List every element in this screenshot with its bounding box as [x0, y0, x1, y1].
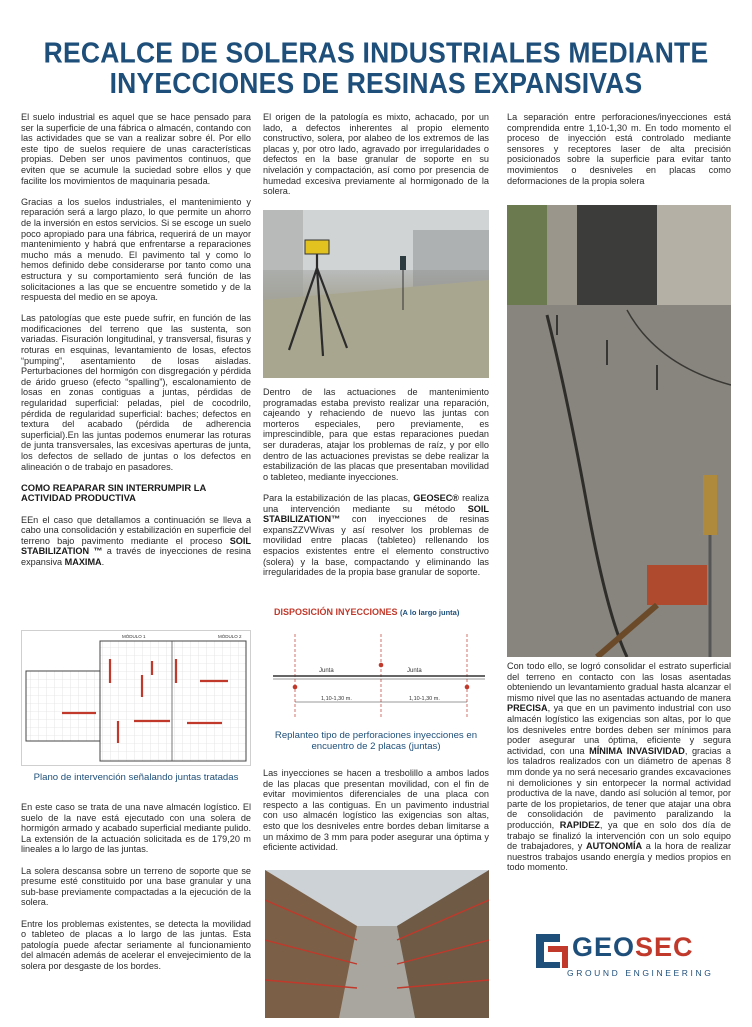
col2-paragraph-1: El origen de la patología es mixto, achacado, por un lado, a defectos inherentes al propio elemento constructivo, solera, por alabeo de los extremos de las placas y, por otro lado, agravado por irregularidades o defectos en la base granular de soporte en su nivelación y compactación, así como por presencia de humedad excesiva previamente al hormigonado de la solera.: [263, 112, 489, 197]
floor-plan-drawing: [22, 631, 250, 765]
text-run: , gracias a los taladros realizados con un diámetro de apenas 8 mm donde ya no será necesario grandes excavaciones ni demoliciones y sin entorpecer la normal actividad productiva de la nave, dando así solución al temor, por parte de los propietarios, de tener que atajar una obra de consolidación de pavimento paralizando la producción,: [507, 745, 731, 830]
plan-module-2: MÓDULO 2: [218, 634, 242, 639]
col1-paragraph-3: Las patologías que este puede sufrir, en función de las modificaciones del terreno que las sustenta, son variadas. Fisuración longitudinal, y transversal, fisuras y roturas en esquinas, levantamiento de losas, efectos “pumping”, asentamiento de losas aisladas. Perturbaciones del hormigón con disgregación y pérdida de árido grueso (efecto “spalling”), escalonamiento de losas en zonas contiguas a juntas, pérdidas de regularidad superficial: peladas, piel de cocodrilo, pérdida de regularidad superficial: baches; defectos en textura del acabado (pérdida de adherencia superficial).En las juntas podemos enumerar las roturas de junta transversales, las excesivas aperturas de junta, los defectos de sellado de juntas o los defectos en alineación o de trabajo en pasadores.: [21, 313, 251, 472]
bold-run: SOIL STABILIZATION™: [263, 503, 489, 525]
col1-paragraph-4: [21, 515, 251, 568]
injection-diagram-drawing: [263, 630, 489, 720]
col1b-paragraph-2: La solera descansa sobre un terreno de soporte que se presume esté constituido por una base granular y una sub-base previamente compactadas a la ejecución de la solera.: [21, 865, 251, 908]
title-line-2: INYECCIONES DE RESINAS EXPANSIVAS: [109, 66, 643, 100]
text-run: , ya que en solo dos día de trabajo se finalizó la intervención con un solo equipo de trabajadores, y: [507, 819, 731, 852]
dispo-title: [274, 607, 459, 617]
text-run: a través de inyecciones de resina expansiva: [21, 546, 252, 567]
logo-wordmark: [572, 932, 694, 963]
dispo-title-small: (A lo largo junta): [400, 608, 460, 617]
col2-paragraph-2: Dentro de las actuaciones de mantenimiento programadas estaba previsto realizar una reparación, cajeando y rehaciendo de nuevo las juntas con morteros especiales, pero previamente, es imprescindible, para que estas reparaciones puedan ser duraderas, atajar los problemas de raíz, y por ello dentro de las actuaciones previstas se debe realizar la estabilización de las placas que presentaban movilidad o tableteo, mediante inyecciones.: [263, 387, 489, 482]
bold-run: GEOSEC®: [413, 492, 460, 503]
floor-injection-photo: [507, 205, 731, 657]
warehouse-photo: [265, 870, 489, 1018]
logo-geo: GEO: [572, 932, 636, 962]
warehouse-illustration: [265, 870, 489, 1018]
col2b-paragraph-1: Las inyecciones se hacen a tresbolillo a ambos lados de las placas que presentan movilidad, con el fin de evitar movimientos diferenciales de una placa con respecto a las contiguas. En un pavimento industrial con uso almacén logístico las exigencias son altas, esto que los desniveles entre bordes deban limitarse a un máximo de 3 mm para poder asegurar una óptima y eficiente actividad.: [263, 768, 489, 853]
col1b-paragraph-3: Entre los problemas existentes, se detecta la movilidad o tableteo de placas a lo largo de las juntas. Esta patología puede afectar seriamente al funcionamiento del almacén además de acelerar el envejecimiento de la solera por desgaste de los bordes.: [21, 918, 251, 971]
column-1-bottom: [21, 802, 251, 982]
text-run: Con todo ello, se logró consolidar el estrato superficial del terreno en contacto con las losas asentadas obteniendo un levantamiento gradual hasta alcanzar el mismo nivel que las no asentadas actuando de manera: [507, 661, 731, 703]
dim-label-1: 1,10-1,30 m.: [321, 696, 352, 702]
text-run: EEn el caso que detallamos a continuación se lleva a cabo una consolidación y estabilización en superficie del terreno bajo pavimento mediante el proceso: [21, 514, 251, 546]
col3b-paragraph-1: [507, 661, 731, 873]
plan-module-1: MÓDULO 1: [122, 634, 146, 639]
floor-injection-illustration: [507, 205, 731, 657]
bold-run: RAPIDEZ: [559, 819, 600, 830]
text-run: a la hora de realizar nuestros trabajos usando energía y medios propios en todo momento.: [507, 841, 731, 873]
col1-paragraph-1: El suelo industrial es aquel que se hace pensado para ser la superficie de una fábrica o almacén, contando con las actividades que se van a realizar sobre él. Por ello este tipo de suelos requiere de unas características propias. Deben ser unos pavimentos continuos, que eviten que se acumule la suciedad sobre ellos y que facilite los movimientos de maquinaria pesada.: [21, 112, 251, 186]
logo-sec: SEC: [635, 932, 694, 962]
column-2: [263, 112, 489, 207]
bold-run: MAXIMA: [64, 556, 102, 567]
col2-paragraph-3: [263, 493, 489, 578]
page-title: [0, 38, 752, 98]
text-run: , ya que en un pavimento industrial con uso almacén logístico las exigencias son altas, por lo que los desniveles entre bordes deben ser mínimos para poder asegurar una óptima, eficiente y segura actividad, con una: [507, 703, 731, 756]
laser-level-photo: [263, 210, 489, 378]
column-3: [507, 112, 731, 197]
bold-run: SOIL STABILIZATION ™: [21, 535, 251, 557]
col3-paragraph-1: La separación entre perforaciones/inyecciones está comprendida entre 1,10-1,30 m. En todo momento el proceso de inyección está controlado mediante sensores y receptores laser de alta precisión posicionados sobre la superficie para evitar tanto movimientos o desniveles en placas como deformaciones de la propia solera: [507, 112, 731, 186]
logo-tagline: GROUND ENGINEERING: [567, 968, 714, 978]
floor-plan: [21, 630, 251, 766]
geosec-logo-mark-icon: [530, 928, 574, 972]
bold-run: AUTONOMÍA: [586, 841, 643, 852]
column-2-bottom: [263, 768, 489, 863]
dispo-caption: Replanteo tipo de perforaciones inyecciones en encuentro de 2 placas (juntas): [274, 730, 478, 752]
section-heading: COMO REAPARAR SIN INTERRUMPIR LA ACTIVIDAD PRODUCTIVA: [21, 481, 206, 504]
dim-label-2: 1,10-1,30 m.: [409, 696, 440, 702]
col1-paragraph-2: Gracias a los suelos industriales, el mantenimiento y reparación será a largo plazo, lo que permite un ahorro de la inversión en estos servicios. Si se escoge un suelo poco apropiado para una fábrica, requerirá de un mayor mantenimiento y habrá que enfrentarse a reparaciones mucho más a menudo. El pavimento tal y como lo hemos definido debe considerarse por tanto como una estructura y su comportamiento será función de las solicitaciones a las que se encuentre sometido y de la respuesta del medio en se apoya.: [21, 196, 251, 303]
junta-label-2: Junta: [407, 668, 422, 674]
laser-level-illustration: [263, 210, 489, 378]
injection-diagram: [263, 630, 489, 720]
junta-label-1: Junta: [319, 668, 334, 674]
text-run: con inyecciones de resinas expansZZVWivas y así resolver los problemas de movilidad entre placas (tableteo) rellenando los espacios existentes entre el elemento constructivo (solera) y la base, compactando y eliminando las irregularidades de la propia base granular de soporte.: [263, 514, 489, 578]
text-run: .: [101, 556, 105, 567]
column-3-bottom: [507, 661, 731, 883]
title-line-1: RECALCE DE SOLERAS INDUSTRIALES MEDIANTE: [43, 36, 709, 70]
plan-caption: Plano de intervención señalando juntas tratadas: [33, 772, 239, 783]
column-2-middle: [263, 387, 489, 588]
bold-run: MÍNIMA INVASIVIDAD: [589, 745, 685, 756]
text-run: realiza una intervención mediante su método: [263, 492, 489, 514]
col1b-paragraph-1: En este caso se trata de una nave almacén logístico. El suelo de la nave está ejecutado con una solera de hormigón armado y acabado superficial mediante pulido. La extensión de la actuación solicitada es de 179,20 m lineales a lo largo de las juntas.: [21, 802, 251, 855]
column-1: [21, 112, 251, 578]
text-run: Para la estabilización de las placas,: [263, 492, 414, 503]
dispo-title-main: DISPOSICIÓN INYECCIONES: [274, 607, 398, 617]
bold-run: PRECISA: [507, 703, 548, 714]
